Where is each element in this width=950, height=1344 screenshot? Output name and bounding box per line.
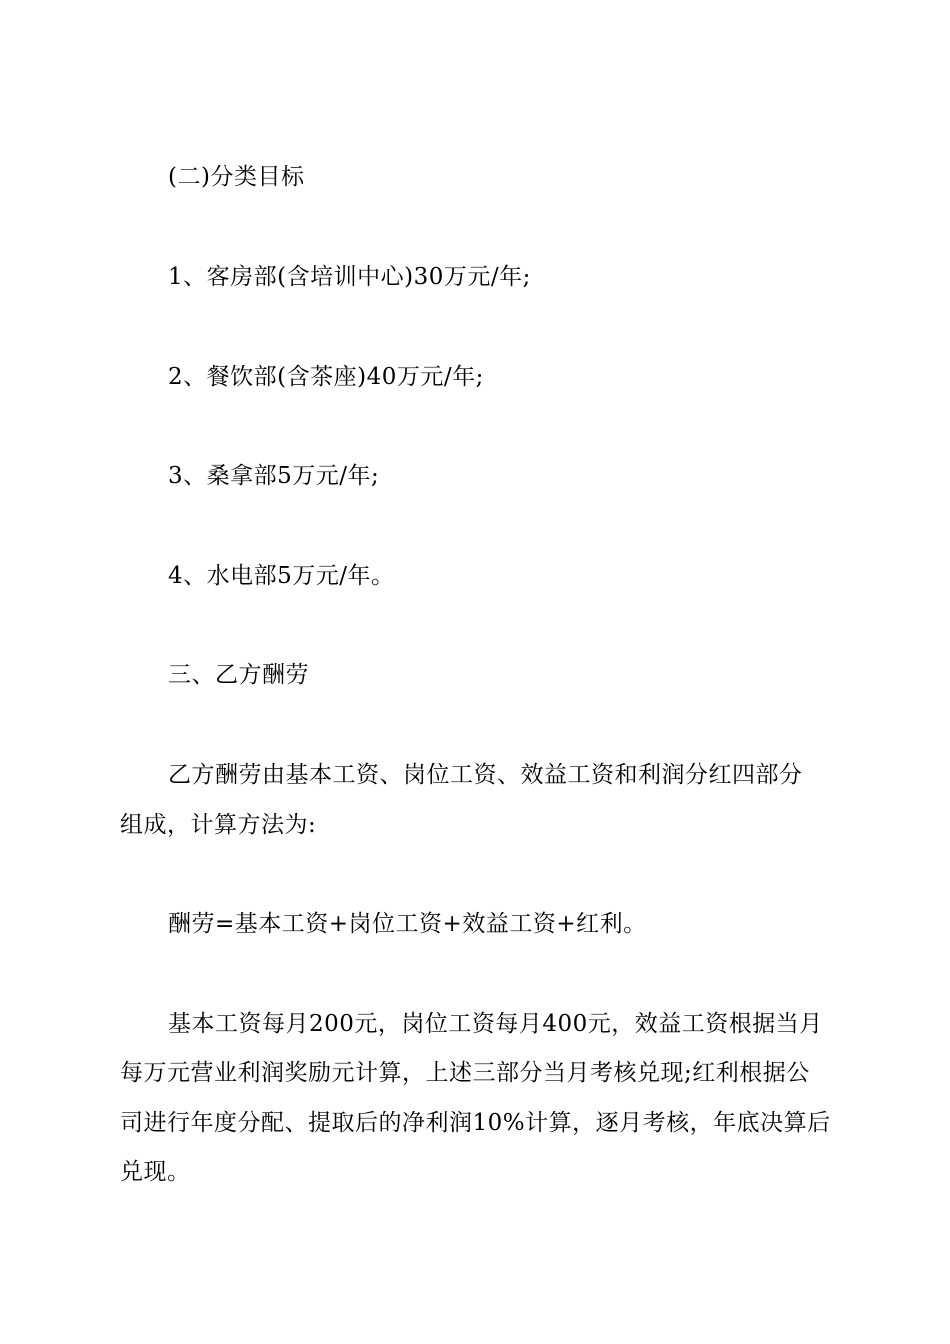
paragraph-details-line-3: 司进行年度分配、提取后的净利润10%计算，逐月考核，年底决算后: [120, 1110, 831, 1136]
section-heading-category-targets: (二)分类目标: [168, 164, 305, 190]
target-item-sauna: 3、桑拿部5万元/年;: [168, 463, 380, 489]
pay-formula: 酬劳=基本工资+岗位工资+效益工资+红利。: [168, 911, 647, 937]
paragraph-pay-line-1: 乙方酬劳由基本工资、岗位工资、效益工资和利润分红四部分: [168, 762, 803, 788]
target-item-rooms: 1、客房部(含培训中心)30万元/年;: [168, 264, 531, 290]
paragraph-details-line-4: 兑现。: [120, 1159, 191, 1185]
section-heading-party-b-pay: 三、乙方酬劳: [168, 662, 309, 688]
paragraph-pay-line-2: 组成，计算方法为:: [120, 812, 317, 838]
paragraph-details-line-2: 每万元营业利润奖励元计算，上述三部分当月考核兑现;红利根据公: [120, 1060, 810, 1086]
paragraph-details-line-1: 基本工资每月200元，岗位工资每月400元，效益工资根据当月: [168, 1011, 823, 1037]
target-item-utilities: 4、水电部5万元/年。: [168, 563, 395, 589]
target-item-catering: 2、餐饮部(含茶座)40万元/年;: [168, 364, 484, 390]
